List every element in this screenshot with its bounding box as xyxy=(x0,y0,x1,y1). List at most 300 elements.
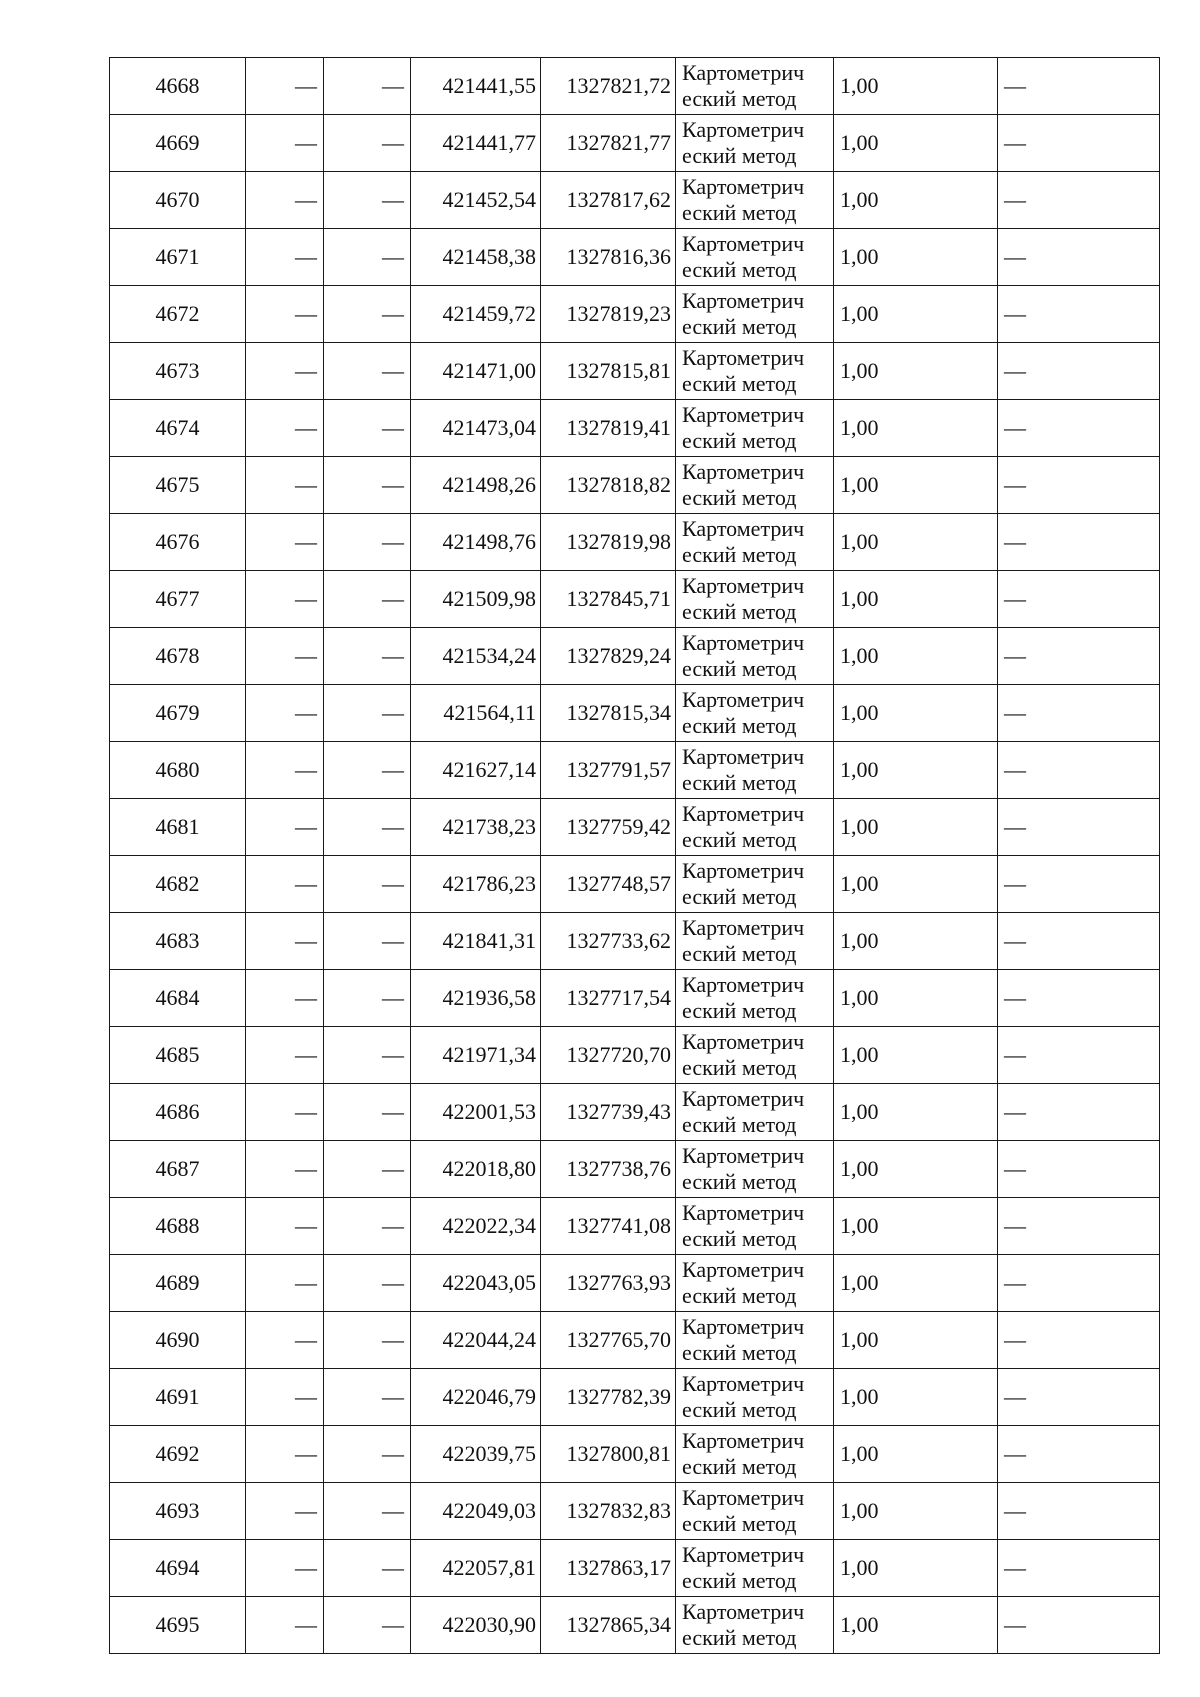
accuracy-cell: 1,00 xyxy=(834,1198,998,1255)
method-text-line-1: Картометрич xyxy=(682,60,805,85)
y-coordinate-cell: 1327738,76 xyxy=(541,1141,676,1198)
method-text-line-2: еский метод xyxy=(682,314,797,339)
empty-value-cell: — xyxy=(246,400,324,457)
table-row xyxy=(110,970,1160,1027)
point-number-cell: 4676 xyxy=(110,514,246,571)
y-coordinate-cell: 1327741,08 xyxy=(541,1198,676,1255)
empty-value-cell: — xyxy=(324,1255,411,1312)
y-coordinate-cell: 1327816,36 xyxy=(541,229,676,286)
accuracy-cell: 1,00 xyxy=(834,1540,998,1597)
empty-value-cell: — xyxy=(324,1141,411,1198)
method-cell xyxy=(676,1426,834,1483)
x-coordinate-cell: 421936,58 xyxy=(411,970,541,1027)
method-text-line-2: еский метод xyxy=(682,1511,797,1536)
accuracy-cell: 1,00 xyxy=(834,913,998,970)
method-text-line-1: Картометрич xyxy=(682,288,805,313)
y-coordinate-cell: 1327821,77 xyxy=(541,115,676,172)
point-number-cell: 4684 xyxy=(110,970,246,1027)
point-number-cell: 4692 xyxy=(110,1426,246,1483)
table-row xyxy=(110,1312,1160,1369)
method-text-line-2: еский метод xyxy=(682,1112,797,1137)
y-coordinate-cell: 1327821,72 xyxy=(541,58,676,115)
empty-value-cell: — xyxy=(246,457,324,514)
method-text-line-2: еский метод xyxy=(682,542,797,567)
accuracy-cell: 1,00 xyxy=(834,1027,998,1084)
note-cell: — xyxy=(998,514,1160,571)
empty-value-cell: — xyxy=(246,229,324,286)
y-coordinate-cell: 1327733,62 xyxy=(541,913,676,970)
accuracy-cell: 1,00 xyxy=(834,58,998,115)
accuracy-cell: 1,00 xyxy=(834,628,998,685)
y-coordinate-cell: 1327717,54 xyxy=(541,970,676,1027)
table-row xyxy=(110,742,1160,799)
x-coordinate-cell: 421473,04 xyxy=(411,400,541,457)
y-coordinate-cell: 1327863,17 xyxy=(541,1540,676,1597)
x-coordinate-cell: 422049,03 xyxy=(411,1483,541,1540)
method-cell xyxy=(676,343,834,400)
method-text-line-1: Картометрич xyxy=(682,1257,805,1282)
note-cell: — xyxy=(998,1255,1160,1312)
accuracy-cell: 1,00 xyxy=(834,1312,998,1369)
point-number-cell: 4687 xyxy=(110,1141,246,1198)
table-row xyxy=(110,1540,1160,1597)
empty-value-cell: — xyxy=(246,856,324,913)
y-coordinate-cell: 1327815,34 xyxy=(541,685,676,742)
empty-value-cell: — xyxy=(324,514,411,571)
method-cell xyxy=(676,799,834,856)
method-text-line-1: Картометрич xyxy=(682,1599,805,1624)
method-text-line-1: Картометрич xyxy=(682,573,805,598)
table-row xyxy=(110,1198,1160,1255)
method-cell xyxy=(676,457,834,514)
method-text-line-2: еский метод xyxy=(682,770,797,795)
method-text-line-1: Картометрич xyxy=(682,687,805,712)
y-coordinate-cell: 1327815,81 xyxy=(541,343,676,400)
table-row xyxy=(110,628,1160,685)
table-row xyxy=(110,913,1160,970)
empty-value-cell: — xyxy=(324,343,411,400)
note-cell: — xyxy=(998,1597,1160,1654)
point-number-cell: 4681 xyxy=(110,799,246,856)
accuracy-cell: 1,00 xyxy=(834,229,998,286)
x-coordinate-cell: 422018,80 xyxy=(411,1141,541,1198)
y-coordinate-cell: 1327819,23 xyxy=(541,286,676,343)
note-cell: — xyxy=(998,1426,1160,1483)
accuracy-cell: 1,00 xyxy=(834,343,998,400)
empty-value-cell: — xyxy=(324,1426,411,1483)
accuracy-cell: 1,00 xyxy=(834,1084,998,1141)
note-cell: — xyxy=(998,457,1160,514)
note-cell: — xyxy=(998,58,1160,115)
method-cell xyxy=(676,400,834,457)
method-text-line-1: Картометрич xyxy=(682,1428,805,1453)
accuracy-cell: 1,00 xyxy=(834,172,998,229)
empty-value-cell: — xyxy=(324,1483,411,1540)
note-cell: — xyxy=(998,628,1160,685)
y-coordinate-cell: 1327819,41 xyxy=(541,400,676,457)
note-cell: — xyxy=(998,229,1160,286)
table-row xyxy=(110,799,1160,856)
empty-value-cell: — xyxy=(324,856,411,913)
x-coordinate-cell: 421498,26 xyxy=(411,457,541,514)
point-number-cell: 4673 xyxy=(110,343,246,400)
y-coordinate-cell: 1327791,57 xyxy=(541,742,676,799)
empty-value-cell: — xyxy=(246,913,324,970)
empty-value-cell: — xyxy=(246,1141,324,1198)
point-number-cell: 4680 xyxy=(110,742,246,799)
note-cell: — xyxy=(998,970,1160,1027)
note-cell: — xyxy=(998,913,1160,970)
empty-value-cell: — xyxy=(246,742,324,799)
y-coordinate-cell: 1327819,98 xyxy=(541,514,676,571)
method-cell xyxy=(676,571,834,628)
accuracy-cell: 1,00 xyxy=(834,1483,998,1540)
note-cell: — xyxy=(998,400,1160,457)
empty-value-cell: — xyxy=(246,1312,324,1369)
y-coordinate-cell: 1327845,71 xyxy=(541,571,676,628)
note-cell: — xyxy=(998,1369,1160,1426)
method-text-line-1: Картометрич xyxy=(682,1086,805,1111)
method-cell xyxy=(676,514,834,571)
method-text-line-2: еский метод xyxy=(682,884,797,909)
note-cell: — xyxy=(998,856,1160,913)
y-coordinate-cell: 1327782,39 xyxy=(541,1369,676,1426)
table-row xyxy=(110,1369,1160,1426)
point-number-cell: 4670 xyxy=(110,172,246,229)
method-text-line-2: еский метод xyxy=(682,200,797,225)
empty-value-cell: — xyxy=(324,970,411,1027)
point-number-cell: 4686 xyxy=(110,1084,246,1141)
method-cell xyxy=(676,913,834,970)
x-coordinate-cell: 421452,54 xyxy=(411,172,541,229)
empty-value-cell: — xyxy=(324,742,411,799)
empty-value-cell: — xyxy=(246,343,324,400)
point-number-cell: 4689 xyxy=(110,1255,246,1312)
empty-value-cell: — xyxy=(324,457,411,514)
empty-value-cell: — xyxy=(324,1597,411,1654)
table-row xyxy=(110,1483,1160,1540)
accuracy-cell: 1,00 xyxy=(834,742,998,799)
point-number-cell: 4674 xyxy=(110,400,246,457)
note-cell: — xyxy=(998,115,1160,172)
y-coordinate-cell: 1327759,42 xyxy=(541,799,676,856)
empty-value-cell: — xyxy=(246,1255,324,1312)
empty-value-cell: — xyxy=(246,172,324,229)
empty-value-cell: — xyxy=(246,58,324,115)
x-coordinate-cell: 421498,76 xyxy=(411,514,541,571)
method-text-line-1: Картометрич xyxy=(682,744,805,769)
method-text-line-2: еский метод xyxy=(682,827,797,852)
point-number-cell: 4685 xyxy=(110,1027,246,1084)
point-number-cell: 4668 xyxy=(110,58,246,115)
accuracy-cell: 1,00 xyxy=(834,1597,998,1654)
method-cell xyxy=(676,1483,834,1540)
method-text-line-2: еский метод xyxy=(682,86,797,111)
empty-value-cell: — xyxy=(246,628,324,685)
x-coordinate-cell: 421971,34 xyxy=(411,1027,541,1084)
method-text-line-1: Картометрич xyxy=(682,1371,805,1396)
empty-value-cell: — xyxy=(324,913,411,970)
method-text-line-2: еский метод xyxy=(682,1226,797,1251)
table-row xyxy=(110,229,1160,286)
note-cell: — xyxy=(998,1312,1160,1369)
note-cell: — xyxy=(998,1084,1160,1141)
accuracy-cell: 1,00 xyxy=(834,1369,998,1426)
x-coordinate-cell: 421458,38 xyxy=(411,229,541,286)
empty-value-cell: — xyxy=(324,1084,411,1141)
table-row xyxy=(110,400,1160,457)
point-number-cell: 4679 xyxy=(110,685,246,742)
x-coordinate-cell: 422001,53 xyxy=(411,1084,541,1141)
y-coordinate-cell: 1327720,70 xyxy=(541,1027,676,1084)
method-text-line-2: еский метод xyxy=(682,1454,797,1479)
method-cell xyxy=(676,1255,834,1312)
x-coordinate-cell: 422022,34 xyxy=(411,1198,541,1255)
accuracy-cell: 1,00 xyxy=(834,856,998,913)
method-text-line-2: еский метод xyxy=(682,1169,797,1194)
method-text-line-2: еский метод xyxy=(682,713,797,738)
x-coordinate-cell: 421786,23 xyxy=(411,856,541,913)
method-text-line-1: Картометрич xyxy=(682,858,805,883)
table-row xyxy=(110,286,1160,343)
note-cell: — xyxy=(998,172,1160,229)
method-text-line-2: еский метод xyxy=(682,1625,797,1650)
method-text-line-1: Картометрич xyxy=(682,345,805,370)
table-row xyxy=(110,685,1160,742)
accuracy-cell: 1,00 xyxy=(834,799,998,856)
method-cell xyxy=(676,1312,834,1369)
accuracy-cell: 1,00 xyxy=(834,115,998,172)
method-text-line-1: Картометрич xyxy=(682,459,805,484)
method-text-line-2: еский метод xyxy=(682,941,797,966)
point-number-cell: 4694 xyxy=(110,1540,246,1597)
method-cell xyxy=(676,286,834,343)
note-cell: — xyxy=(998,1198,1160,1255)
empty-value-cell: — xyxy=(246,1369,324,1426)
method-text-line-2: еский метод xyxy=(682,599,797,624)
note-cell: — xyxy=(998,571,1160,628)
x-coordinate-cell: 421841,31 xyxy=(411,913,541,970)
method-text-line-2: еский метод xyxy=(682,1397,797,1422)
note-cell: — xyxy=(998,685,1160,742)
method-text-line-1: Картометрич xyxy=(682,1200,805,1225)
table-row xyxy=(110,856,1160,913)
table-row xyxy=(110,1027,1160,1084)
empty-value-cell: — xyxy=(246,1597,324,1654)
method-cell xyxy=(676,628,834,685)
method-text-line-1: Картометрич xyxy=(682,1314,805,1339)
method-text-line-1: Картометрич xyxy=(682,516,805,541)
method-text-line-1: Картометрич xyxy=(682,402,805,427)
empty-value-cell: — xyxy=(246,1027,324,1084)
point-number-cell: 4678 xyxy=(110,628,246,685)
empty-value-cell: — xyxy=(324,628,411,685)
table-row xyxy=(110,58,1160,115)
empty-value-cell: — xyxy=(324,1198,411,1255)
method-text-line-2: еский метод xyxy=(682,1568,797,1593)
method-text-line-2: еский метод xyxy=(682,257,797,282)
x-coordinate-cell: 422030,90 xyxy=(411,1597,541,1654)
point-number-cell: 4695 xyxy=(110,1597,246,1654)
accuracy-cell: 1,00 xyxy=(834,1141,998,1198)
note-cell: — xyxy=(998,742,1160,799)
method-cell xyxy=(676,1141,834,1198)
table-row xyxy=(110,343,1160,400)
empty-value-cell: — xyxy=(246,571,324,628)
note-cell: — xyxy=(998,286,1160,343)
empty-value-cell: — xyxy=(324,799,411,856)
empty-value-cell: — xyxy=(246,970,324,1027)
empty-value-cell: — xyxy=(246,1426,324,1483)
point-number-cell: 4671 xyxy=(110,229,246,286)
method-text-line-1: Картометрич xyxy=(682,1485,805,1510)
y-coordinate-cell: 1327832,83 xyxy=(541,1483,676,1540)
y-coordinate-cell: 1327748,57 xyxy=(541,856,676,913)
empty-value-cell: — xyxy=(246,685,324,742)
point-number-cell: 4691 xyxy=(110,1369,246,1426)
coordinates-table xyxy=(109,57,1160,1654)
y-coordinate-cell: 1327800,81 xyxy=(541,1426,676,1483)
method-text-line-2: еский метод xyxy=(682,1055,797,1080)
y-coordinate-cell: 1327765,70 xyxy=(541,1312,676,1369)
accuracy-cell: 1,00 xyxy=(834,400,998,457)
method-cell xyxy=(676,1369,834,1426)
point-number-cell: 4693 xyxy=(110,1483,246,1540)
note-cell: — xyxy=(998,1141,1160,1198)
accuracy-cell: 1,00 xyxy=(834,970,998,1027)
method-cell xyxy=(676,970,834,1027)
x-coordinate-cell: 421441,77 xyxy=(411,115,541,172)
x-coordinate-cell: 422057,81 xyxy=(411,1540,541,1597)
x-coordinate-cell: 421627,14 xyxy=(411,742,541,799)
accuracy-cell: 1,00 xyxy=(834,1255,998,1312)
method-text-line-2: еский метод xyxy=(682,656,797,681)
point-number-cell: 4690 xyxy=(110,1312,246,1369)
point-number-cell: 4675 xyxy=(110,457,246,514)
method-cell xyxy=(676,115,834,172)
table-row xyxy=(110,514,1160,571)
method-text-line-2: еский метод xyxy=(682,1283,797,1308)
y-coordinate-cell: 1327829,24 xyxy=(541,628,676,685)
x-coordinate-cell: 421441,55 xyxy=(411,58,541,115)
empty-value-cell: — xyxy=(324,1369,411,1426)
point-number-cell: 4688 xyxy=(110,1198,246,1255)
method-text-line-1: Картометрич xyxy=(682,801,805,826)
note-cell: — xyxy=(998,1027,1160,1084)
table-row xyxy=(110,172,1160,229)
empty-value-cell: — xyxy=(246,799,324,856)
method-text-line-2: еский метод xyxy=(682,998,797,1023)
empty-value-cell: — xyxy=(324,571,411,628)
empty-value-cell: — xyxy=(324,685,411,742)
table-row xyxy=(110,457,1160,514)
x-coordinate-cell: 421564,11 xyxy=(411,685,541,742)
point-number-cell: 4677 xyxy=(110,571,246,628)
empty-value-cell: — xyxy=(246,1483,324,1540)
empty-value-cell: — xyxy=(324,172,411,229)
table-row xyxy=(110,1141,1160,1198)
point-number-cell: 4672 xyxy=(110,286,246,343)
note-cell: — xyxy=(998,1540,1160,1597)
accuracy-cell: 1,00 xyxy=(834,571,998,628)
empty-value-cell: — xyxy=(324,400,411,457)
note-cell: — xyxy=(998,343,1160,400)
method-cell xyxy=(676,1027,834,1084)
y-coordinate-cell: 1327818,82 xyxy=(541,457,676,514)
empty-value-cell: — xyxy=(324,1312,411,1369)
method-cell xyxy=(676,1540,834,1597)
method-cell xyxy=(676,685,834,742)
point-number-cell: 4669 xyxy=(110,115,246,172)
accuracy-cell: 1,00 xyxy=(834,685,998,742)
method-text-line-2: еский метод xyxy=(682,371,797,396)
y-coordinate-cell: 1327739,43 xyxy=(541,1084,676,1141)
method-text-line-1: Картометрич xyxy=(682,1143,805,1168)
method-text-line-1: Картометрич xyxy=(682,915,805,940)
x-coordinate-cell: 421471,00 xyxy=(411,343,541,400)
y-coordinate-cell: 1327865,34 xyxy=(541,1597,676,1654)
accuracy-cell: 1,00 xyxy=(834,286,998,343)
y-coordinate-cell: 1327763,93 xyxy=(541,1255,676,1312)
table-row xyxy=(110,571,1160,628)
x-coordinate-cell: 421459,72 xyxy=(411,286,541,343)
empty-value-cell: — xyxy=(324,115,411,172)
note-cell: — xyxy=(998,799,1160,856)
table-row xyxy=(110,1597,1160,1654)
table-row xyxy=(110,1426,1160,1483)
method-text-line-2: еский метод xyxy=(682,1340,797,1365)
empty-value-cell: — xyxy=(246,1540,324,1597)
empty-value-cell: — xyxy=(246,115,324,172)
accuracy-cell: 1,00 xyxy=(834,514,998,571)
method-cell xyxy=(676,742,834,799)
method-cell xyxy=(676,1084,834,1141)
table-row xyxy=(110,1255,1160,1312)
method-text-line-2: еский метод xyxy=(682,143,797,168)
y-coordinate-cell: 1327817,62 xyxy=(541,172,676,229)
accuracy-cell: 1,00 xyxy=(834,1426,998,1483)
point-number-cell: 4683 xyxy=(110,913,246,970)
method-cell xyxy=(676,229,834,286)
method-text-line-1: Картометрич xyxy=(682,231,805,256)
method-text-line-2: еский метод xyxy=(682,428,797,453)
x-coordinate-cell: 422046,79 xyxy=(411,1369,541,1426)
x-coordinate-cell: 421509,98 xyxy=(411,571,541,628)
x-coordinate-cell: 422039,75 xyxy=(411,1426,541,1483)
method-text-line-1: Картометрич xyxy=(682,1029,805,1054)
method-text-line-2: еский метод xyxy=(682,485,797,510)
empty-value-cell: — xyxy=(324,229,411,286)
x-coordinate-cell: 422043,05 xyxy=(411,1255,541,1312)
method-cell xyxy=(676,1597,834,1654)
x-coordinate-cell: 421738,23 xyxy=(411,799,541,856)
x-coordinate-cell: 421534,24 xyxy=(411,628,541,685)
x-coordinate-cell: 422044,24 xyxy=(411,1312,541,1369)
empty-value-cell: — xyxy=(246,1084,324,1141)
accuracy-cell: 1,00 xyxy=(834,457,998,514)
table-row xyxy=(110,115,1160,172)
method-text-line-1: Картометрич xyxy=(682,630,805,655)
table-body xyxy=(110,58,1160,1654)
table-row xyxy=(110,1084,1160,1141)
empty-value-cell: — xyxy=(324,58,411,115)
method-text-line-1: Картометрич xyxy=(682,1542,805,1567)
empty-value-cell: — xyxy=(246,514,324,571)
empty-value-cell: — xyxy=(246,286,324,343)
point-number-cell: 4682 xyxy=(110,856,246,913)
empty-value-cell: — xyxy=(246,1198,324,1255)
method-text-line-1: Картометрич xyxy=(682,117,805,142)
